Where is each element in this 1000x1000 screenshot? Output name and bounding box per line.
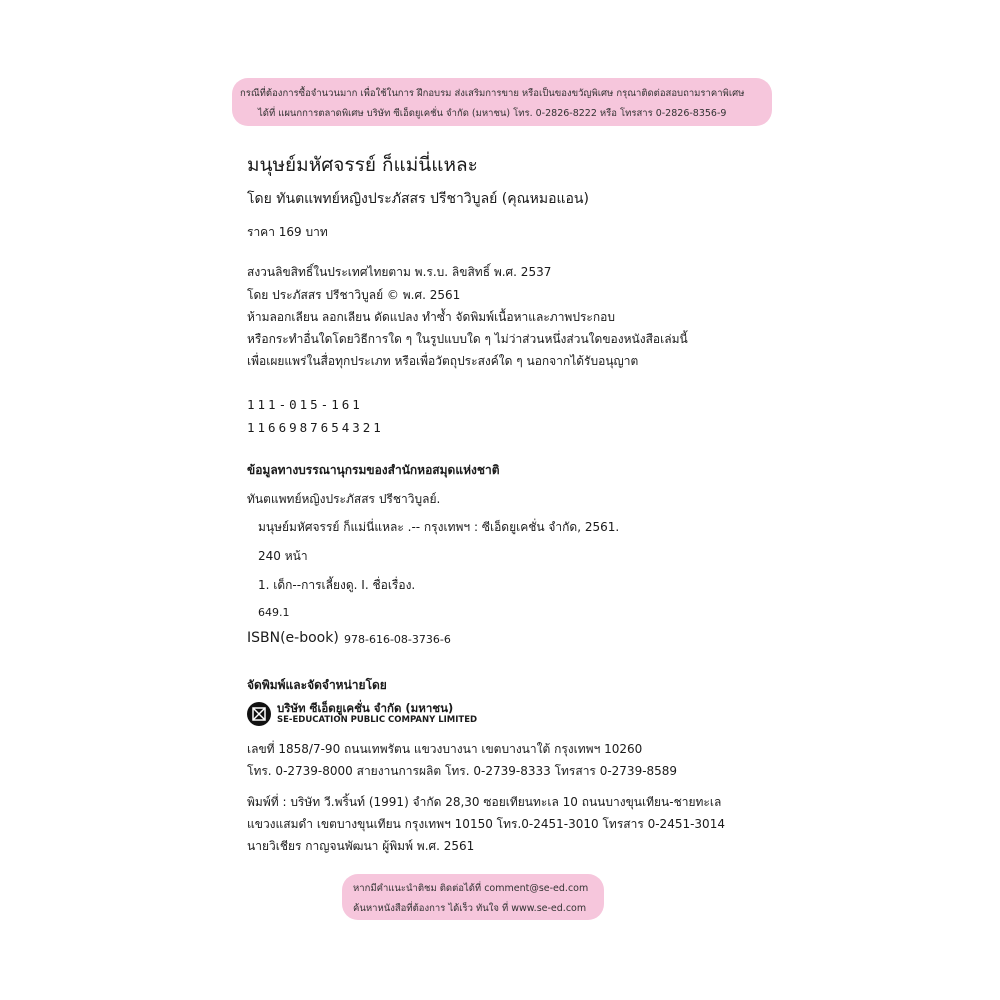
contact-email[interactable]: หากมีคำแนะนำติชม ติดต่อได้ที่ comment@se-ed.com [353, 883, 589, 894]
catalog-author: ทันตแพทย์หญิงประภัสสร ปรีชาวิบูลย์. [247, 492, 441, 506]
copyright-line4: หรือกระทำอื่นใดโดยวิธีการใด ๆ ในรูปแบบใด ๆ ไม่ว่าส่วนหนึ่งส่วนใดของหนังสือเล่มนี้ [247, 332, 688, 346]
publisher-name-en: SE-EDUCATION PUBLIC COMPANY LIMITED [277, 715, 478, 725]
printer-line2: แขวงแสมดำ เขตบางขุนเทียน กรุงเทพฯ 10150 โทร.0-2451-3010 โทรสาร 0-2451-3014 [247, 817, 725, 831]
printer-line1: พิมพ์ที่ : บริษัท วี.พริ้นท์ (1991) จำกัด 28,30 ซอยเทียนทะเล 10 ถนนบางขุนเทียน-ชายทะเล [247, 795, 722, 809]
special-order-notice-line1: กรณีที่ต้องการซื้อจำนวนมาก เพื่อใช้ในการ ฝึกอบรม ส่งเสริมการขาย หรือเป็นของขวัญพิเศษ กรุณาติดต่อสอบถามราคาพิเศษ [240, 88, 745, 99]
isbn-number: 978-616-08-3736-6 [344, 633, 451, 646]
catalog-heading: ข้อมูลทางบรรณานุกรมของสำนักหอสมุดแห่งชาติ [247, 463, 500, 477]
se-ed-logo-icon [247, 702, 271, 726]
book-price: ราคา 169 บาท [247, 225, 328, 239]
printer-line3: นายวิเชียร กาญจนพัฒนา ผู้พิมพ์ พ.ศ. 2561 [247, 839, 475, 853]
special-order-notice-line2: ได้ที่ แผนกการตลาดพิเศษ บริษัท ซีเอ็ดยูเคชั่น จำกัด (มหาชน) โทร. 0-2826-8222 หรือ โทรสาร 0-2826-8356-9 [258, 108, 727, 119]
contact-website[interactable]: ค้นหาหนังสือที่ต้องการ ได้เร็ว ทันใจ ที่ www.se-ed.com [353, 903, 587, 914]
copyright-line2: โดย ประภัสสร ปรีชาวิบูลย์ © พ.ศ. 2561 [247, 288, 461, 302]
catalog-pages: 240 หน้า [258, 549, 308, 563]
copyright-line3: ห้ามลอกเลียน ลอกเลียน ดัดแปลง ทำซ้ำ จัดพิมพ์เนื้อหาและภาพประกอบ [247, 310, 615, 324]
barcode-number: 1166987654321 [247, 420, 384, 435]
copyright-line5: เพื่อเผยแพร่ในสื่อทุกประเภท หรือเพื่อวัตถุประสงค์ใด ๆ นอกจากได้รับอนุญาต [247, 354, 639, 368]
catalog-entry: มนุษย์มหัศจรรย์ ก็แม่นี่แหละ .-- กรุงเทพฯ : ซีเอ็ดยูเคชั่น จำกัด, 2561. [258, 520, 620, 534]
publisher-phone: โทร. 0-2739-8000 สายงานการผลิต โทร. 0-2739-8333 โทรสาร 0-2739-8589 [247, 764, 678, 778]
publisher-address: เลขที่ 1858/7-90 ถนนเทพรัตน แขวงบางนา เขตบางนาใต้ กรุงเทพฯ 10260 [247, 742, 643, 756]
copyright-line1: สงวนลิขสิทธิ์ในประเทศไทยตาม พ.ร.บ. ลิขสิทธิ์ พ.ศ. 2537 [247, 265, 552, 279]
catalog-classification: 649.1 [258, 606, 290, 619]
catalog-subject: 1. เด็ก--การเลี้ยงดู. I. ชื่อเรื่อง. [258, 578, 416, 592]
book-author: โดย ทันตแพทย์หญิงประภัสสร ปรีชาวิบูลย์ (คุณหมอแอน) [247, 191, 589, 207]
product-code: 111-015-161 [247, 397, 363, 412]
publisher-name-th: บริษัท ซีเอ็ดยูเคชั่น จำกัด (มหาชน) [277, 701, 454, 715]
isbn-label: ISBN(e-book) [247, 630, 339, 646]
book-title: มนุษย์มหัศจรรย์ ก็แม่นี่แหละ [247, 154, 478, 176]
publisher-heading: จัดพิมพ์และจัดจำหน่ายโดย [247, 678, 387, 692]
